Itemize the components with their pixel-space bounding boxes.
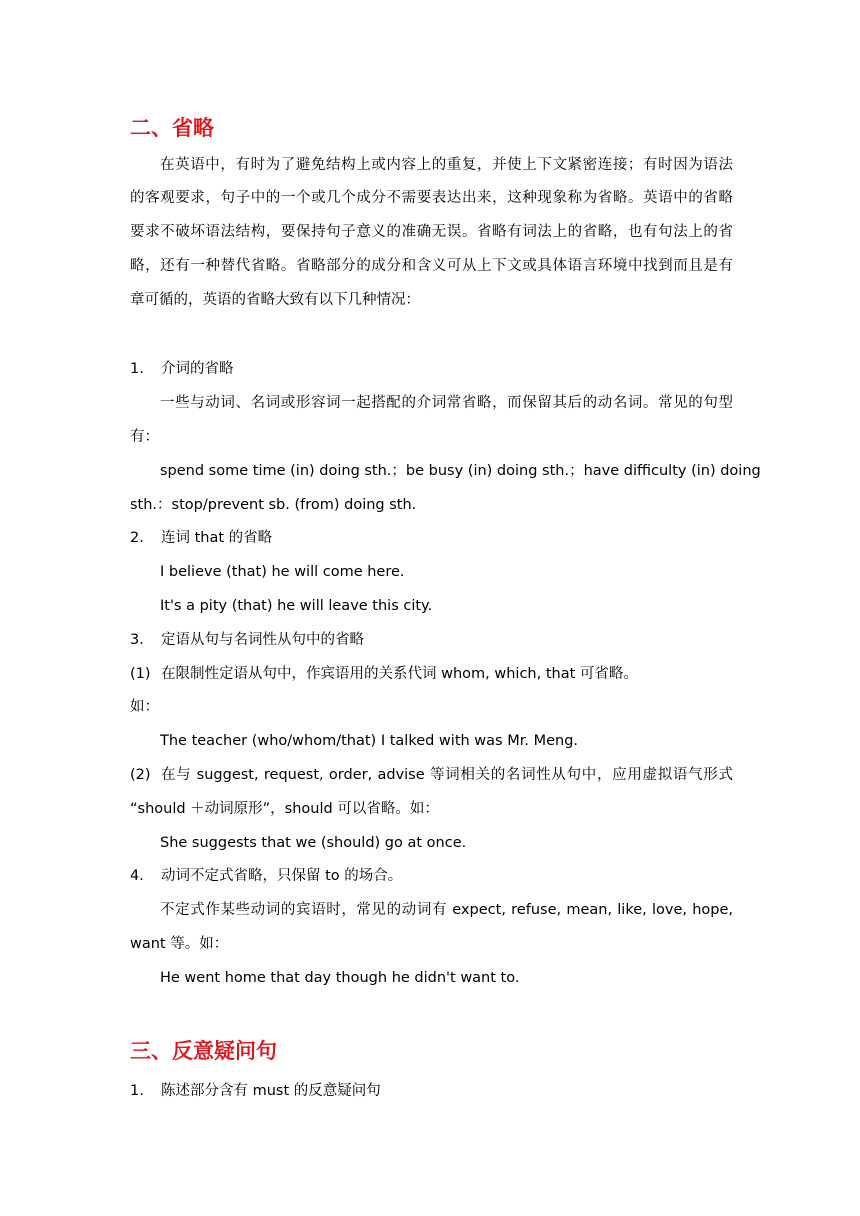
example-sentence: I believe (that) he will come here. (160, 564, 405, 580)
item-description: 不定式作某些动词的宾语时，常见的动词有 expect, refuse, mean, like, love, hope, (160, 902, 733, 918)
item-title: 连词 that 的省略 (161, 530, 273, 546)
item-description: 一些与动词、名词或形容词一起搭配的介词常省略，而保留其后的动名词。常见的句型 (160, 395, 733, 411)
intro-line: 的客观要求，句子中的一个或几个成分不需要表达出来，这种现象称为省略。英语中的省略 (130, 190, 733, 206)
sub-item-text: 如： (130, 699, 159, 715)
item-title: 定语从句与名词性从句中的省略 (161, 632, 364, 648)
item-title: 陈述部分含有 must 的反意疑问句 (161, 1083, 381, 1099)
example-sentence: It's a pity (that) he will leave this city. (160, 598, 433, 614)
item-number: 3． (130, 632, 154, 648)
item-number: 1. (130, 361, 144, 377)
section-heading-ellipsis: 二、省略 (130, 116, 214, 140)
item-number: 2． (130, 530, 154, 546)
section-heading-tag-questions: 三、反意疑问句 (130, 1039, 277, 1063)
example-sentence: spend some time (in) doing sth.；be busy (in) doing sth.；have difficulty (in) doing (160, 463, 761, 479)
intro-line: 在英语中，有时为了避免结构上或内容上的重复，并使上下文紧密连接；有时因为语法 (160, 157, 733, 173)
example-sentence: sth.：stop/prevent sb. (from) doing sth. (130, 497, 417, 513)
sub-item-number: (2) (130, 767, 151, 783)
example-sentence: She suggests that we (should) go at once. (160, 835, 467, 851)
item-number: 1. (130, 1083, 144, 1099)
intro-line: 略，还有一种替代省略。省略部分的成分和含义可从上下文或具体语言环境中找到而且是有 (130, 258, 733, 274)
sub-item-text: “should ＋动词原形”，should 可以省略。如： (130, 801, 439, 817)
item-number: 4． (130, 868, 154, 884)
sub-item-text: 在与 suggest, request, order, advise 等词相关的名词性从句中，应用虚拟语气形式 (161, 767, 733, 783)
intro-line: 章可循的，英语的省略大致有以下几种情况： (130, 292, 420, 308)
item-title: 介词的省略 (161, 361, 234, 377)
sub-item-text: 在限制性定语从句中，作宾语用的关系代词 whom, which, that 可省略。 (161, 666, 638, 682)
item-title: 动词不定式省略，只保留 to 的场合。 (161, 868, 403, 884)
item-description: want 等。如： (130, 936, 229, 952)
intro-line: 要求不破坏语法结构，要保持句子意义的准确无误。省略有词法上的省略，也有句法上的省 (130, 224, 733, 240)
example-sentence: The teacher (who/whom/that) I talked with was Mr. Meng. (160, 733, 579, 749)
sub-item-number: (1) (130, 666, 151, 682)
item-description: 有： (130, 429, 159, 445)
example-sentence: He went home that day though he didn't want to. (160, 970, 520, 986)
